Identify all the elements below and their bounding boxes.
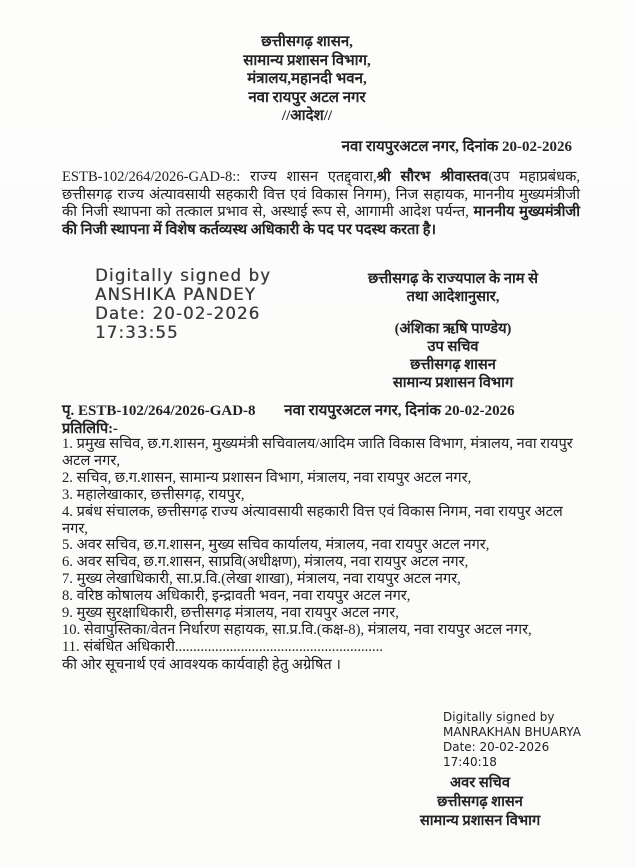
order-body-text: (उप महाप्रबंधक, छत्तीसगढ़ राज्य अंत्यावसायी सहकारी वित्त एवं विकास निगम), निज सहायक, माननीय मुख्यमंत्रीजी की निजी स्थापना को तत्काल प्रभाव से, अस्थाई रूप से, आगामी आदेश पर्यन्त, bbox=[62, 169, 580, 221]
dsig2-date: Date: 20-02-2026 bbox=[443, 740, 550, 754]
authority-designation: उप सचिव bbox=[427, 339, 479, 355]
copy-list-item-7: 7. मुख्य लेखाधिकारी, सा.प्र.वि.(लेखा शाखा), मंत्रालय, नवा रायपुर अटल नगर, bbox=[62, 571, 461, 588]
signing-authority-block bbox=[330, 270, 576, 392]
endorsement-ref-number: पृ. ESTB-102/264/2026-GAD-8 bbox=[62, 403, 256, 419]
copy-list-item-10: 10. सेवापुस्तिका/वेतन निर्धारण सहायक, सा.प्र.वि.(कक्ष-8), मंत्रालय, नवा रायपुर अटल नगर, bbox=[62, 621, 532, 638]
letterhead bbox=[0, 33, 614, 126]
letterhead-city-line: नवा रायपुर अटल नगर bbox=[248, 89, 366, 106]
copy-list-item-9: 9. मुख्य सुरक्षाधिकारी, छत्तीसगढ़ मंत्रालय, नवा रायपुर अटल नगर, bbox=[62, 605, 399, 622]
copy-list-item-3: 3. महालेखाकार, छत्तीसगढ़, रायपुर, bbox=[62, 486, 245, 503]
order-directive-text: माननीय मुख्यमंत्रीजी की निजी स्थापना में विशेष कर्तव्यस्थ अधिकारी के पद पर पदस्थ करता है। bbox=[62, 204, 580, 238]
signature2-designation-block bbox=[380, 774, 580, 831]
copy-list-item-11: 11. संबंधित अधिकारी......................................................... bbox=[62, 638, 383, 655]
order-paragraph bbox=[62, 169, 580, 239]
sig2-dept: सामान्य प्रशासन विभाग bbox=[419, 813, 541, 829]
dsig1-signer-name: ANSHIKA PANDEY bbox=[95, 285, 256, 304]
authority-officer-name: (अंशिका ऋषि पाण्डेय) bbox=[394, 321, 512, 337]
copy-list-item-4: 4. प्रबंध संचालक, छत्तीसगढ़ राज्य अंत्यावसायी सहकारी वित्त एवं विकास निगम, नवा रायपुर अटल नगर, bbox=[62, 503, 563, 537]
dsig2-signer-name: MANRAKHAN BHUARYA bbox=[443, 725, 581, 739]
copy-list-item-1: 1. प्रमुख सचिव, छ.ग.शासन, मुख्यमंत्री सचिवालय/आदिम जाति विकास विभाग, मंत्रालय, नवा रायपुर अटल नगर, bbox=[62, 436, 573, 469]
order-title: //आदेश// bbox=[281, 108, 333, 124]
authority-in-name-of-governor: छत्तीसगढ़ के राज्यपाल के नाम से bbox=[367, 271, 539, 287]
dsig2-time: 17:40:18 bbox=[443, 755, 497, 769]
sig2-govt: छत्तीसगढ़ शासन bbox=[437, 794, 523, 810]
copy-list-item-8: 8. वरिष्ठ कोषालय अधिकारी, इन्द्रावती भवन, नवा रायपुर अटल नगर, bbox=[62, 588, 411, 605]
letterhead-govt-line: छत्तीसगढ़ शासन, bbox=[261, 34, 353, 50]
copy-to-list bbox=[62, 436, 584, 674]
letterhead-ministry-line: मंत्रालय,महानदी भवन, bbox=[247, 71, 367, 87]
dsig2-line1: Digitally signed by bbox=[443, 710, 555, 724]
digital-signature-manrakhan-bhuarya bbox=[443, 710, 581, 770]
endorsement-ref-row bbox=[62, 400, 582, 420]
authority-dept: सामान्य प्रशासन विभाग bbox=[392, 375, 514, 391]
officer-name: श्री सौरभ श्रीवास्तव bbox=[376, 169, 489, 185]
sig2-designation: अवर सचिव bbox=[450, 775, 510, 791]
dsig1-time: 17:33:55 bbox=[95, 323, 179, 342]
copy-list-item-6: 6. अवर सचिव, छ.ग.शासन, साप्रवि(अधीक्षण), मंत्रालय, नवा रायपुर अटल नगर, bbox=[62, 554, 469, 571]
copy-list-item-5: 5. अवर सचिव, छ.ग.शासन, मुख्य सचिव कार्यालय, मंत्रालय, नवा रायपुर अटल नगर, bbox=[62, 537, 490, 554]
authority-govt: छत्तीसगढ़ शासन bbox=[410, 357, 496, 373]
authority-spacer bbox=[330, 306, 576, 320]
order-ref-number: ESTB-102/264/2026-GAD-8:: bbox=[62, 169, 251, 185]
forwarding-note: की ओर सूचनार्थ एवं आवश्यक कार्यवाही हेतु अग्रेषित । bbox=[62, 656, 341, 673]
dsig1-date: Date: 20-02-2026 bbox=[95, 304, 261, 323]
authority-by-order: तथा आदेशानुसार, bbox=[406, 289, 500, 305]
copy-to-label: प्रतिलिपि:- bbox=[62, 421, 118, 437]
place-date-line: नवा रायपुरअटल नगर, दिनांक 20-02-2026 bbox=[341, 139, 572, 155]
endorsement-place-date: नवा रायपुरअटल नगर, दिनांक 20-02-2026 bbox=[284, 403, 515, 419]
letterhead-dept-line: सामान्य प्रशासन विभाग, bbox=[243, 52, 371, 69]
order-intro-text: राज्य शासन एतद्द्वारा, bbox=[250, 169, 377, 185]
digital-signature-anshika-pandey bbox=[95, 266, 271, 342]
dsig1-line1: Digitally signed by bbox=[95, 266, 272, 285]
copy-list-item-2: 2. सचिव, छ.ग.शासन, सामान्य प्रशासन विभाग, मंत्रालय, नवा रायपुर अटल नगर, bbox=[62, 469, 472, 486]
